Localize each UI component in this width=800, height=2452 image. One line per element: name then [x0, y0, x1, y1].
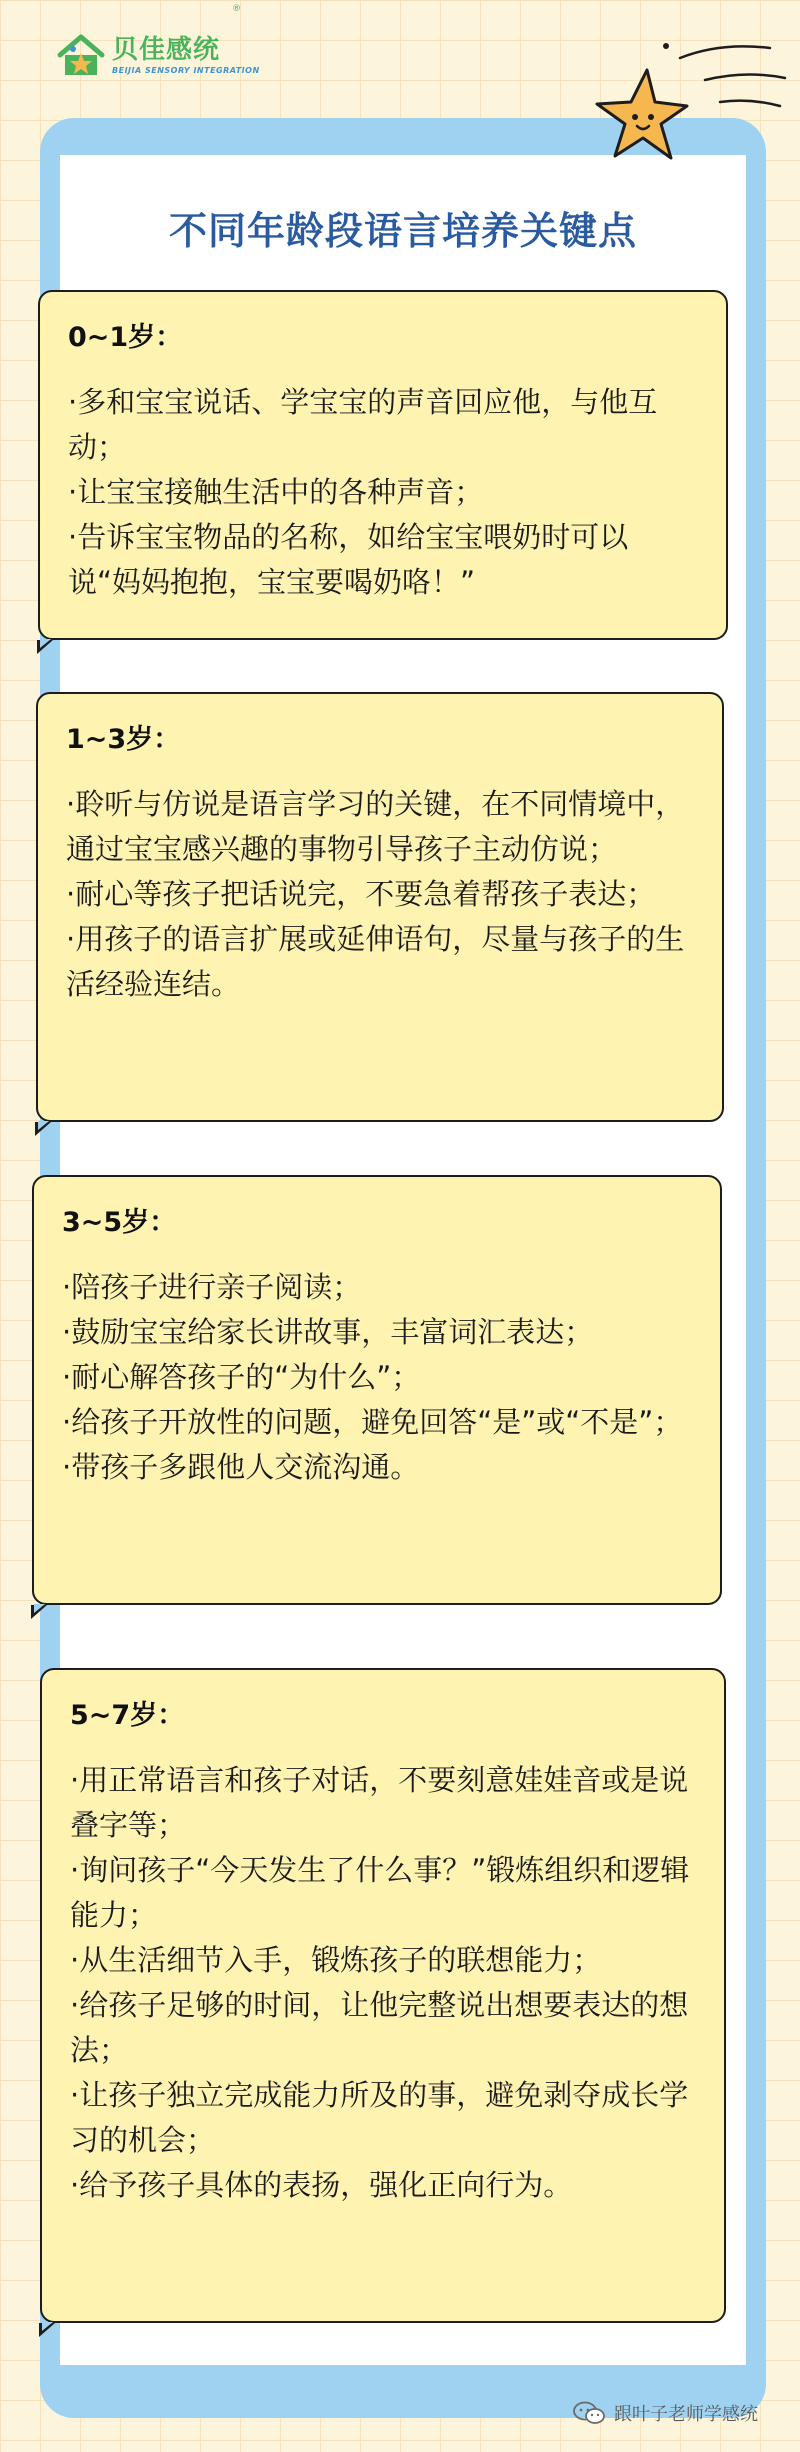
list-item: ·告诉宝宝物品的名称，如给宝宝喂奶时可以说“妈妈抱抱，宝宝要喝奶咯！”	[68, 520, 629, 599]
age-section-0-1	[38, 290, 728, 640]
list-item: ·多和宝宝说话、学宝宝的声音回应他，与他互动；	[68, 385, 658, 464]
house-star-icon	[56, 33, 106, 79]
list-item: ·从生活细节入手，锻炼孩子的联想能力；	[70, 1943, 602, 1977]
list-item: ·给孩子开放性的问题，避免回答“是”或“不是”；	[62, 1405, 683, 1439]
age-section-3-5	[32, 1175, 722, 1605]
wechat-icon	[572, 2401, 606, 2425]
list-item: ·耐心解答孩子的“为什么”；	[62, 1360, 421, 1394]
age-section-5-7	[40, 1668, 726, 2323]
section-items	[66, 782, 692, 1007]
list-item: ·陪孩子进行亲子阅读；	[62, 1270, 362, 1304]
star-icon	[585, 62, 695, 172]
list-item: ·给孩子足够的时间，让他完整说出想要表达的想法；	[70, 1988, 689, 2067]
section-age-label: 1~3岁：	[66, 724, 181, 755]
watermark-text: 跟叶子老师学感统	[614, 2404, 758, 2425]
section-items	[68, 380, 696, 605]
watermark	[572, 2400, 758, 2426]
list-item: ·带孩子多跟他人交流沟通。	[62, 1450, 420, 1484]
list-item: ·给予孩子具体的表扬，强化正向行为。	[70, 2168, 573, 2202]
brand-name-en: BEIJIA SENSORY INTEGRATION	[112, 66, 260, 75]
section-age-label: 5~7岁：	[70, 1700, 185, 1731]
list-item: ·用正常语言和孩子对话，不要刻意娃娃音或是说叠字等；	[70, 1763, 689, 1842]
section-items	[70, 1758, 694, 2208]
registered-mark: ®	[232, 4, 241, 14]
age-section-1-3	[36, 692, 724, 1122]
page-title: 不同年龄段语言培养关键点	[168, 209, 637, 253]
brand-name-cn: 贝佳感统	[112, 35, 221, 65]
brand-text	[112, 35, 260, 77]
brand-logo	[56, 32, 260, 80]
list-item: ·询问孩子“今天发生了什么事？”锻炼组织和逻辑能力；	[70, 1853, 690, 1932]
list-item: ·聆听与仿说是语言学习的关键，在不同情境中，通过宝宝感兴趣的事物引导孩子主动仿说；	[66, 787, 685, 866]
list-item: ·让孩子独立完成能力所及的事，避免剥夺成长学习的机会；	[70, 2078, 689, 2157]
section-age-label: 0~1岁：	[68, 322, 183, 353]
section-age-label: 3~5岁：	[62, 1207, 177, 1238]
section-items	[62, 1265, 690, 1490]
list-item: ·耐心等孩子把话说完，不要急着帮孩子表达；	[66, 877, 656, 911]
list-item: ·鼓励宝宝给家长讲故事，丰富词汇表达；	[62, 1315, 594, 1349]
list-item: ·让宝宝接触生活中的各种声音；	[68, 475, 484, 509]
list-item: ·用孩子的语言扩展或延伸语句，尽量与孩子的生活经验连结。	[66, 922, 685, 1001]
